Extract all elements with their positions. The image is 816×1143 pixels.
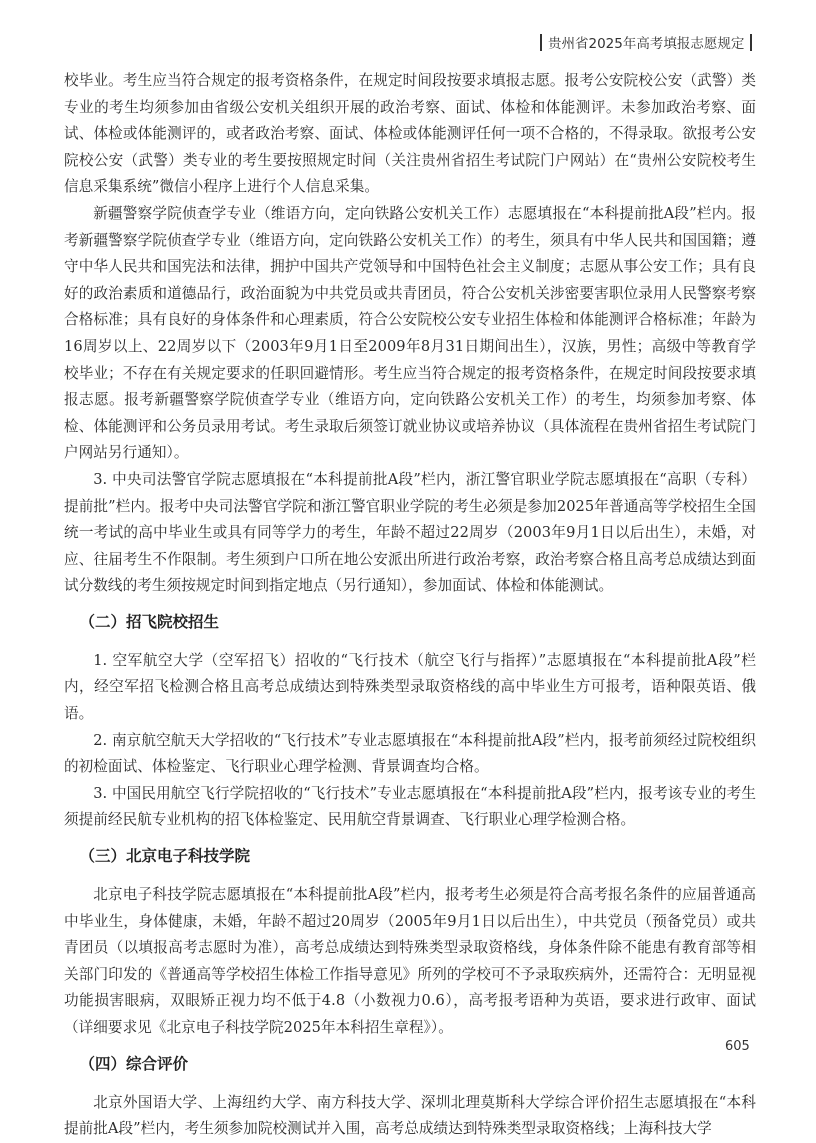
running-title: 贵州省2025年高考填报志愿规定: [548, 36, 745, 52]
section-heading-comprehensive-evaluation: （四）综合评价: [79, 1054, 189, 1073]
paragraph-besti-requirements: 北京电子科技学院志愿填报在“本科提前批A段”栏内，报考考生必须是符合高考报名条件的应届普通高中毕业生，身体健康，未婚，年龄不超过20周岁（2005年9月1日以后出生），中共党员（预备党员）或共青团员（以填报高考志愿时为准），高考总成绩达到特殊类型录取资格线，身体条件除不能患有教育部等相关部门印发的《普通高等学校招生体检工作指导意见》所列的学校可不予录取疾病外，还需符合：无明显视功能损害眼病，双眼矫正视力均不低于4.8（小数视力0.6），高考报考语种为英语，要求进行政审、面试（详细要求见《北京电子科技学院2025年本科招生章程》）。: [64, 886, 756, 1036]
paragraph-public-security-continued: 校毕业。考生应当符合规定的报考资格条件，在规定时间段按要求填报志愿。报考公安院校公安（武警）类专业的考生均须参加由省级公安机关组织开展的政治考察、面试、体检和体能测评。未参加政治考察、面试、体检或体能测评的，或者政治考察、面试、体检或体能测评任何一项不合格的，不得录取。欲报考公安院校公安（武警）类专业的考生要按照规定时间（关注贵州省招生考试院门户网站）在“贵州公安院校考生信息采集系统”微信小程序上进行个人信息采集。: [64, 72, 756, 196]
header-right-rule: [750, 34, 752, 51]
paragraph-comprehensive-evaluation: 北京外国语大学、上海纽约大学、南方科技大学、深圳北理莫斯科大学综合评价招生志愿填报在“本科提前批A段”栏内，考生须参加院校测试并入围，高考总成绩达到特殊类型录取资格线；上海科技大学: [64, 1093, 756, 1138]
paragraph-judicial-police-colleges: 3. 中央司法警官学院志愿填报在“本科提前批A段”栏内，浙江警官职业学院志愿填报在“高职（专科）提前批”栏内。报考中央司法警官学院和浙江警官职业学院的考生必须是参加2025年普通高等学校招生全国统一考试的高中毕业生或具有同等学力的考生，年龄不超过22周岁（2003年9月1日以后出生），未婚，对应、往届考生不作限制。考生须到户口所在地公安派出所进行政治考察，政治考察合格且高考总成绩达到面试分数线的考生须按规定时间到指定地点（另行通知），参加面试、体检和体能测试。: [64, 470, 756, 595]
section-heading-besti: （三）北京电子科技学院: [79, 847, 251, 866]
page-body: [64, 68, 756, 1143]
running-header: [540, 33, 760, 55]
header-left-rule: [540, 34, 542, 51]
paragraph-nuaa-flight-technology: 2. 南京航空航天大学招收的“飞行技术”专业志愿填报在“本科提前批A段”栏内，报考前须经过院校组织的初检面试、体检鉴定、飞行职业心理学检测、背景调查均合格。: [64, 731, 756, 776]
paragraph-air-force-aviation-university: 1. 空军航空大学（空军招飞）招收的“飞行技术（航空飞行与指挥）”志愿填报在“本科提前批A段”栏内，经空军招飞检测合格且高考总成绩达到特殊类型录取资格线的高中毕业生方可报考，语种限英语、俄语。: [64, 651, 756, 723]
page-number: 605: [725, 1039, 750, 1054]
section-heading-pilot-recruitment: （二）招飞院校招生: [79, 612, 220, 631]
paragraph-caac-flight-university: 3. 中国民用航空飞行学院招收的“飞行技术”专业志愿填报在“本科提前批A段”栏内，报考该专业的考生须提前经民航专业机构的招飞体检鉴定、民用航空背景调查、飞行职业心理学检测合格。: [64, 784, 756, 829]
paragraph-xinjiang-police-college: 新疆警察学院侦查学专业（维语方向，定向铁路公安机关工作）志愿填报在“本科提前批A段”栏内。报考新疆警察学院侦查学专业（维语方向，定向铁路公安机关工作）的考生，须具有中华人民共和国国籍；遵守中华人民共和国宪法和法律，拥护中国共产党领导和中国特色社会主义制度；志愿从事公安工作；具有良好的政治素质和道德品行，政治面貌为中共党员或共青团员，符合公安机关涉密要害职位录用人民警察考察合格标准；具有良好的身体条件和心理素质，符合公安院校公安专业招生体检和体能测评合格标准；年龄为16周岁以上、22周岁以下（2003年9月1日至2009年8月31日期间出生），汉族，男性；高级中等教育学校毕业；不存在有关规定要求的任职回避情形。考生应当符合规定的报考资格条件，在规定时间段按要求填报志愿。报考新疆警察学院侦查学专业（维语方向，定向铁路公安机关工作）的考生，均须参加考察、体检、体能测评和公务员录用考试。考生录取后须签订就业协议或培养协议（具体流程在贵州省招生考试院门户网站另行通知）。: [64, 204, 756, 462]
